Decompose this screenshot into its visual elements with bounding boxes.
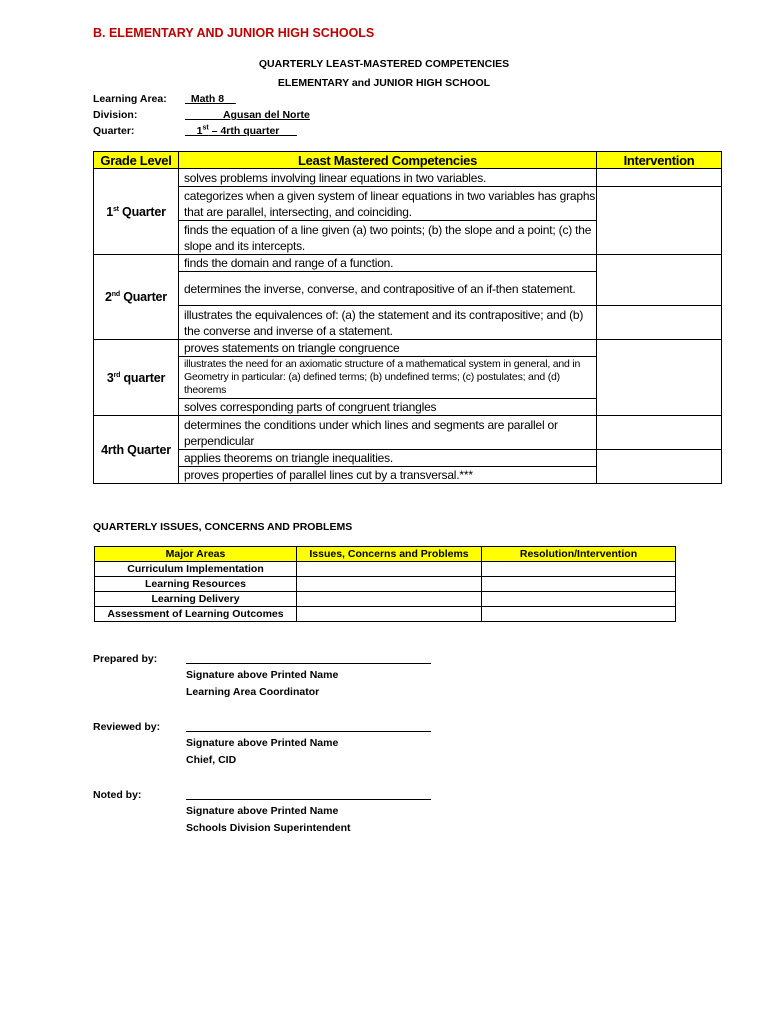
intervention-cell bbox=[597, 416, 722, 450]
grade-cell: 3rd quarter bbox=[94, 340, 179, 416]
learning-area-value: _Math 8__ bbox=[185, 93, 236, 105]
intervention-cell bbox=[597, 340, 722, 416]
competency-cell: applies theorems on triangle inequalities. bbox=[179, 450, 597, 467]
major-area-cell: Curriculum Implementation bbox=[95, 562, 297, 577]
signatory-title: Schools Division Superintendent bbox=[186, 822, 351, 834]
signature-line bbox=[186, 799, 431, 800]
signatory-title: Learning Area Coordinator bbox=[186, 686, 320, 698]
competency-cell: illustrates the need for an axiomatic structure of a mathematical system in general, and in Geometry in particular: (a) defined terms; (b) undefined terms; (c) postulates; and (d) theorems bbox=[179, 357, 597, 399]
table-row bbox=[94, 169, 722, 187]
header-grade-level: Grade Level bbox=[94, 152, 179, 169]
division-value: ______Agusan del Norte bbox=[185, 109, 310, 121]
intervention-cell bbox=[597, 169, 722, 187]
competency-cell: finds the domain and range of a function. bbox=[179, 255, 597, 272]
table-row bbox=[94, 306, 722, 340]
table-row bbox=[95, 592, 676, 607]
competency-cell: proves statements on triangle congruence bbox=[179, 340, 597, 357]
header-resolution: Resolution/Intervention bbox=[482, 547, 676, 562]
resolution-cell bbox=[482, 607, 676, 622]
learning-area-label: Learning Area: bbox=[93, 93, 167, 105]
noted-by-label: Noted by: bbox=[93, 789, 142, 801]
intervention-cell bbox=[597, 255, 722, 306]
table-row bbox=[94, 416, 722, 450]
quarter-value: __1st – 4rth quarter___ bbox=[185, 124, 297, 137]
resolution-cell bbox=[482, 562, 676, 577]
competency-cell: proves properties of parallel lines cut by a transversal.*** bbox=[179, 467, 597, 484]
quarter-row bbox=[93, 125, 297, 137]
table-row bbox=[94, 187, 722, 221]
reviewed-by-label: Reviewed by: bbox=[93, 721, 161, 733]
table-row bbox=[94, 255, 722, 272]
issues-title: QUARTERLY ISSUES, CONCERNS AND PROBLEMS bbox=[93, 521, 353, 533]
page-heading: B. ELEMENTARY AND JUNIOR HIGH SCHOOLS bbox=[93, 26, 375, 40]
header-competencies: Least Mastered Competencies bbox=[179, 152, 597, 169]
prepared-by-label: Prepared by: bbox=[93, 653, 158, 665]
grade-cell: 2nd Quarter bbox=[94, 255, 179, 340]
major-area-cell: Learning Resources bbox=[95, 577, 297, 592]
signature-caption: Signature above Printed Name bbox=[186, 737, 339, 749]
resolution-cell bbox=[482, 577, 676, 592]
division-row bbox=[93, 109, 310, 121]
intervention-cell bbox=[597, 306, 722, 340]
competency-cell: illustrates the equivalences of: (a) the statement and its contrapositive; and (b) the converse and inverse of a statement. bbox=[179, 306, 597, 340]
competencies-table bbox=[93, 151, 722, 484]
issues-header-row bbox=[95, 547, 676, 562]
signature-caption: Signature above Printed Name bbox=[186, 805, 339, 817]
header-issues: Issues, Concerns and Problems bbox=[297, 547, 482, 562]
issues-cell bbox=[297, 577, 482, 592]
intervention-cell bbox=[597, 450, 722, 484]
issues-table bbox=[94, 546, 676, 622]
document-subtitle: ELEMENTARY and JUNIOR HIGH SCHOOL bbox=[277, 77, 491, 89]
table-row bbox=[95, 577, 676, 592]
header-major-areas: Major Areas bbox=[95, 547, 297, 562]
division-label: Division: bbox=[93, 109, 138, 121]
table-row bbox=[95, 562, 676, 577]
major-area-cell: Assessment of Learning Outcomes bbox=[95, 607, 297, 622]
header-intervention: Intervention bbox=[597, 152, 722, 169]
table-row bbox=[94, 340, 722, 357]
grade-cell: 1st Quarter bbox=[94, 169, 179, 255]
issues-cell bbox=[297, 607, 482, 622]
resolution-cell bbox=[482, 592, 676, 607]
learning-area-row bbox=[93, 93, 236, 105]
quarter-label: Quarter: bbox=[93, 125, 135, 137]
competency-cell: solves corresponding parts of congruent triangles bbox=[179, 399, 597, 416]
table-row bbox=[95, 607, 676, 622]
major-area-cell: Learning Delivery bbox=[95, 592, 297, 607]
competencies-header-row bbox=[94, 152, 722, 169]
issues-cell bbox=[297, 592, 482, 607]
competency-cell: categorizes when a given system of linear equations in two variables has graphs that are parallel, intersecting, and coinciding. bbox=[179, 187, 597, 221]
intervention-cell bbox=[597, 187, 722, 255]
competency-cell: finds the equation of a line given (a) two points; (b) the slope and a point; (c) the slope and its intercepts. bbox=[179, 221, 597, 255]
signature-caption: Signature above Printed Name bbox=[186, 669, 339, 681]
signature-line bbox=[186, 731, 431, 732]
signature-line bbox=[186, 663, 431, 664]
competency-cell: solves problems involving linear equations in two variables. bbox=[179, 169, 597, 187]
competency-cell: determines the inverse, converse, and contrapositive of an if-then statement. bbox=[179, 272, 597, 306]
grade-cell: 4rth Quarter bbox=[94, 416, 179, 484]
signatory-title: Chief, CID bbox=[186, 754, 237, 766]
document-title: QUARTERLY LEAST-MASTERED COMPETENCIES bbox=[258, 58, 510, 70]
table-row bbox=[94, 450, 722, 467]
issues-cell bbox=[297, 562, 482, 577]
competency-cell: determines the conditions under which lines and segments are parallel or perpendicular bbox=[179, 416, 597, 450]
